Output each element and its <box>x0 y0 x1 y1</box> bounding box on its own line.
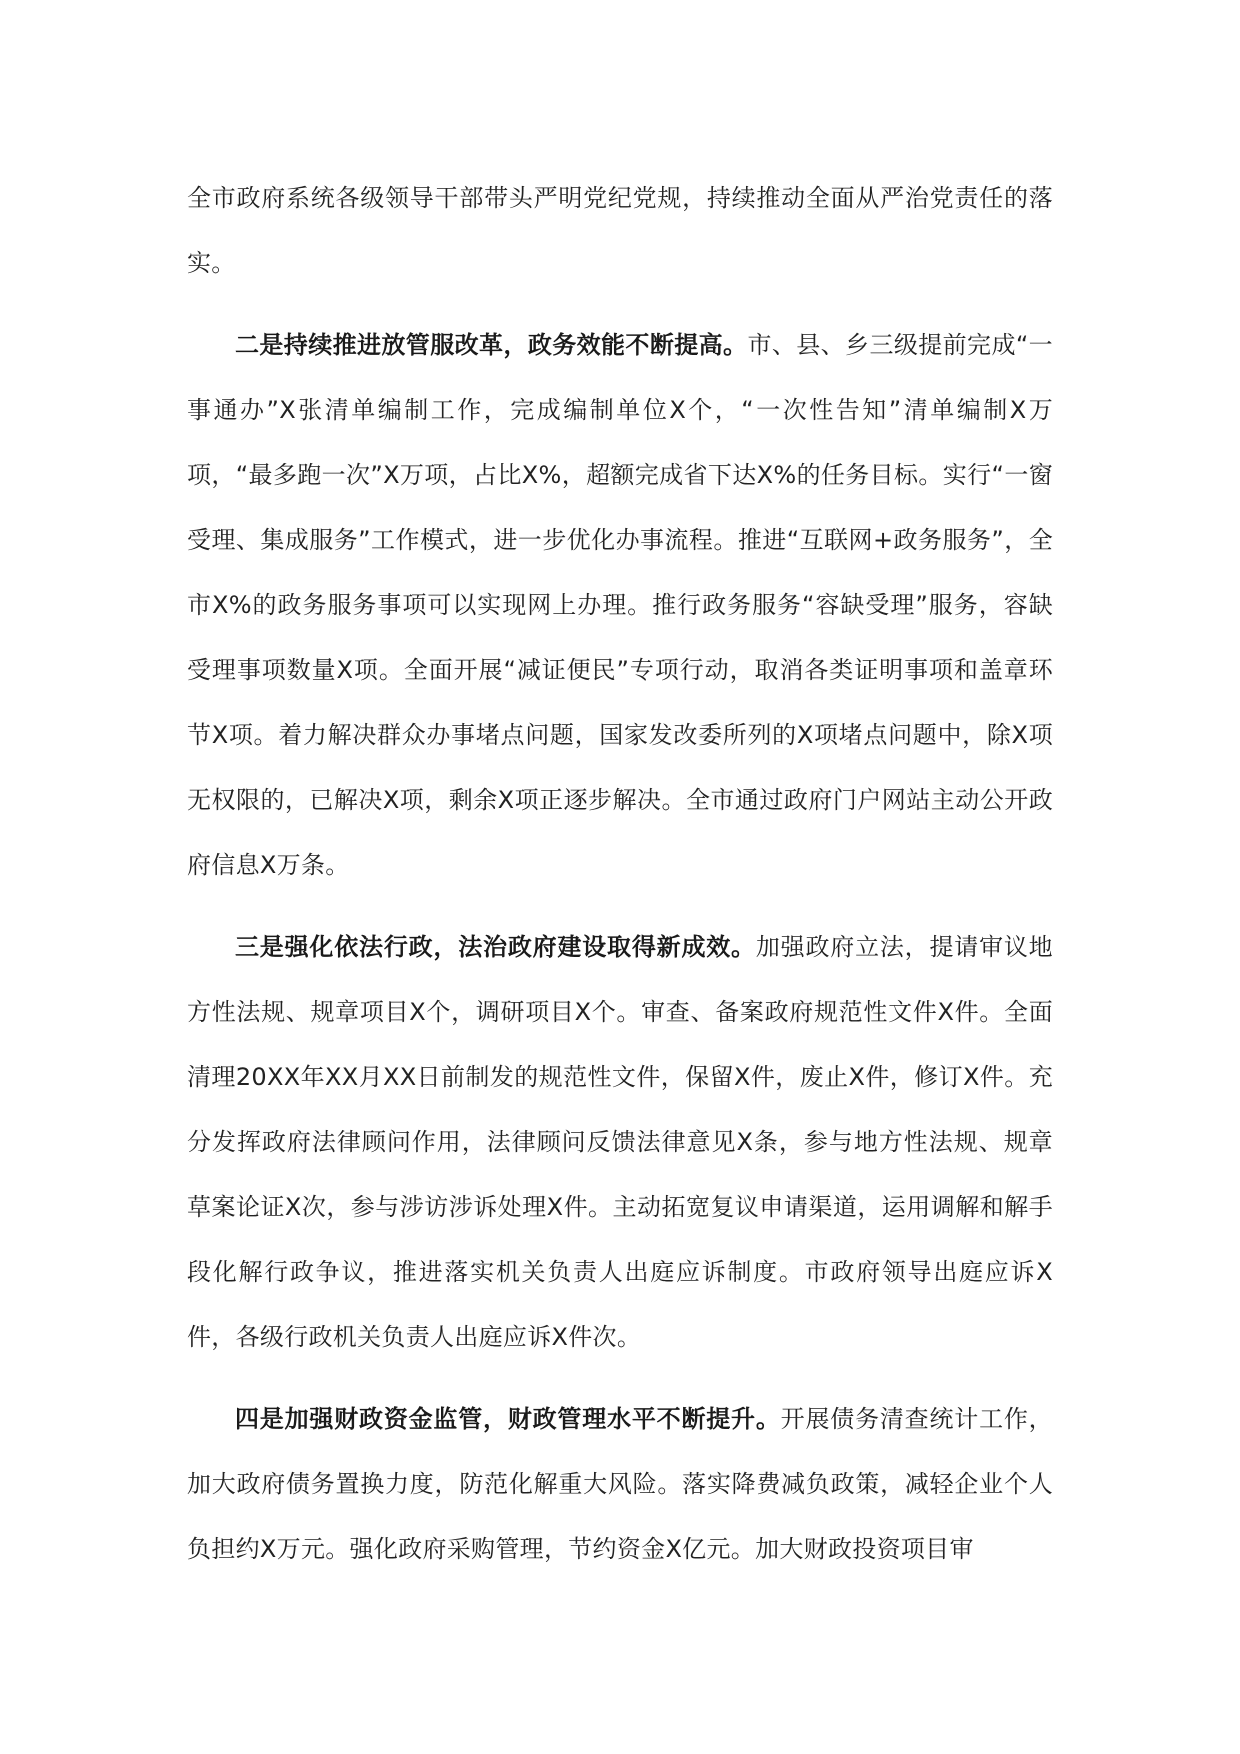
paragraph-finance <box>187 1387 1053 1582</box>
paragraph-lead-heading: 四是加强财政资金监管，财政管理水平不断提升。 <box>235 1405 781 1433</box>
document-body <box>187 166 1053 1599</box>
paragraph-lead-heading: 二是持续推进放管服改革，政务效能不断提高。 <box>235 331 748 359</box>
paragraph-text: 全市政府系统各级领导干部带头严明党纪党规，持续推动全面从严治党责任的落实。 <box>187 184 1053 277</box>
paragraph-rule-of-law <box>187 915 1053 1370</box>
paragraph-continuation <box>187 166 1053 296</box>
paragraph-reform <box>187 313 1053 898</box>
paragraph-text: 加强政府立法，提请审议地方性法规、规章项目X个，调研项目X个。审查、备案政府规范性文件X件。全面清理20XX年XX月XX日前制发的规范性文件，保留X件，废止X件，修订X件。充分发挥政府法律顾问作用，法律顾问反馈法律意见X条，参与地方性法规、规章草案论证X次，参与涉访涉诉处理X件。主动拓宽复议申请渠道，运用调解和解手段化解行政争议，推进落实机关负责人出庭应诉制度。市政府领导出庭应诉X件，各级行政机关负责人出庭应诉X件次。 <box>187 933 1053 1351</box>
paragraph-text: 市、县、乡三级提前完成“一事通办”X张清单编制工作，完成编制单位X个，“一次性告知”清单编制X万项，“最多跑一次”X万项，占比X%，超额完成省下达X%的任务目标。实行“一窗受理、集成服务”工作模式，进一步优化办事流程。推进“互联网+政务服务”，全市X%的政务服务事项可以实现网上办理。推行政务服务“容缺受理”服务，容缺受理事项数量X项。全面开展“减证便民”专项行动，取消各类证明事项和盖章环节X项。着力解决群众办事堵点问题，国家发改委所列的X项堵点问题中，除X项无权限的，已解决X项，剩余X项正逐步解决。全市通过政府门户网站主动公开政府信息X万条。 <box>187 331 1053 879</box>
paragraph-lead-heading: 三是强化依法行政，法治政府建设取得新成效。 <box>235 933 756 961</box>
paragraph-text: 开展债务清查统计工作，加大政府债务置换力度，防范化解重大风险。落实降费减负政策，减轻企业个人负担约X万元。强化政府采购管理，节约资金X亿元。加大财政投资项目审 <box>187 1405 1053 1563</box>
